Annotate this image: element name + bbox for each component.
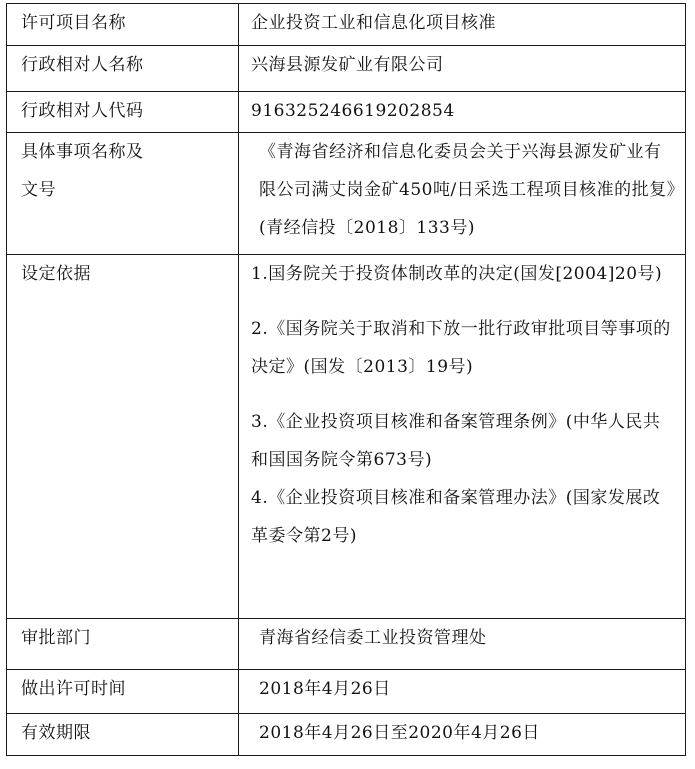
label-basis: 设定依据	[7, 255, 239, 619]
label-document	[7, 133, 239, 255]
row-department	[7, 619, 686, 670]
row-basis	[7, 255, 686, 619]
value-department	[239, 619, 686, 670]
label-counterparty: 行政相对人名称	[7, 46, 239, 92]
value-code: 916325246619202854	[239, 92, 686, 133]
label-document-line1: 具体事项名称及	[21, 142, 144, 162]
label-decision-date: 做出许可时间	[7, 670, 239, 714]
label-department: 审批部门	[7, 619, 239, 670]
label-validity: 有效期限	[7, 714, 239, 756]
label-item-name: 许可项目名称	[7, 4, 239, 46]
basis-item: 3.《企业投资项目核准和备案管理条例》(中华人民共和国国务院令第673号)	[251, 412, 661, 470]
label-code: 行政相对人代码	[7, 92, 239, 133]
row-validity	[7, 714, 686, 756]
label-document-line2: 文号	[21, 180, 56, 200]
value-decision-date	[239, 670, 686, 714]
value-document	[239, 133, 686, 255]
basis-item: 2.《国务院关于取消和下放一批行政审批项目等事项的决定》(国发〔2013〕19号)	[251, 319, 671, 377]
value-counterparty: 兴海县源发矿业有限公司	[239, 46, 686, 92]
document-title: 《青海省经济和信息化委员会关于兴海县源发矿业有限公司满丈岗金矿450吨/日采选工程项目核准的批复》(青经信投〔2018〕133号)	[259, 142, 676, 238]
row-counterparty	[7, 46, 686, 92]
value-basis	[239, 255, 686, 619]
permit-info-table	[6, 3, 686, 756]
basis-item: 4.《企业投资项目核准和备案管理办法》(国家发展改革委令第2号)	[251, 488, 661, 546]
validity-period: 2018年4月26日至2020年4月26日	[259, 723, 540, 743]
decision-date: 2018年4月26日	[259, 679, 391, 699]
row-code	[7, 92, 686, 133]
row-document	[7, 133, 686, 255]
department-name: 青海省经信委工业投资管理处	[259, 628, 487, 648]
row-item-name	[7, 4, 686, 46]
value-validity	[239, 714, 686, 756]
basis-item: 1.国务院关于投资体制改革的决定(国发[2004]20号)	[251, 264, 663, 284]
value-item-name: 企业投资工业和信息化项目核准	[239, 4, 686, 46]
row-decision-date	[7, 670, 686, 714]
